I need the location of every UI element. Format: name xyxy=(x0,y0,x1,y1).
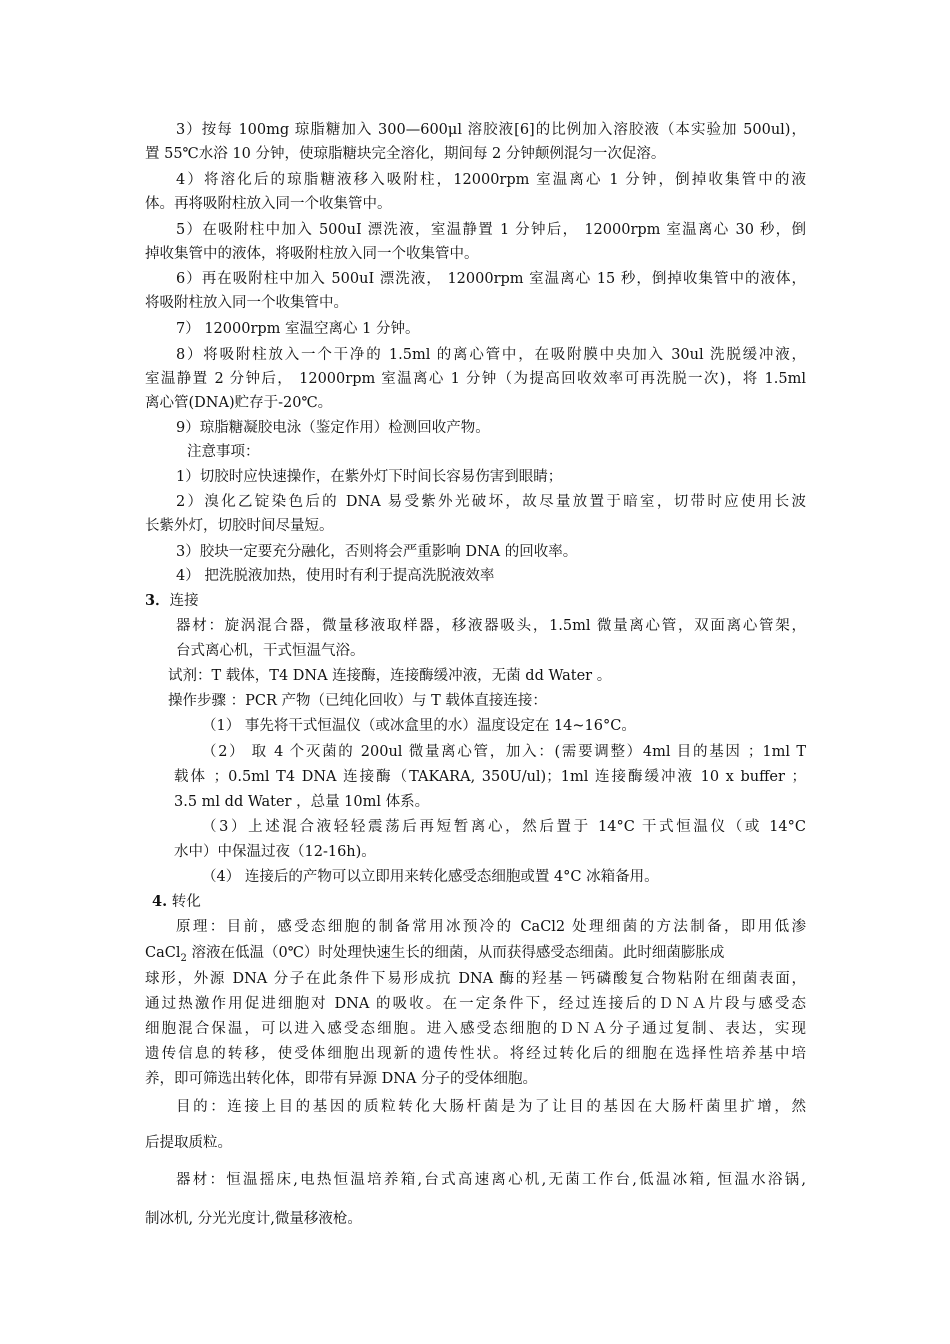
step6-line1: 6）再在吸附柱中加入 500uI 漂洗液， 12000rpm 室温离心 15 秒，倒掉收集管中的液体， xyxy=(176,271,806,287)
procedure-step3-line2: 水中）中保温过夜（12-16h)。 xyxy=(174,844,376,860)
cacl-text: CaCl xyxy=(145,945,181,961)
note2-line2: 长紫外灯，切胶时间尽量短。 xyxy=(145,518,334,534)
section4-title: 转化 xyxy=(171,894,201,910)
step8-line2: 室温静置 2 分钟后， 12000rpm 室温离心 1 分钟（为提高回收效率可再洗脱一次)，将 1.5ml xyxy=(145,371,806,387)
principle-line7: 养，即可筛选出转化体，即带有异源 DNA 分子的受体细胞。 xyxy=(145,1071,538,1087)
note3-line: 3）胶块一定要充分融化，否则将会严重影响 DNA 的回收率。 xyxy=(176,544,578,560)
step5-line1: 5）在吸附柱中加入 500uI 漂洗液，室温静置 1 分钟后， 12000rpm 室温离心 30 秒，倒 xyxy=(176,222,806,238)
section3-procedure: 操作步骤 ：PCR 产物（已纯化回收）与 T 载体直接连接： xyxy=(168,693,547,709)
section4-equipment-line1: 器材：恒温摇床,电热恒温培养箱,台式高速离心机,无菌工作台,低温冰箱, 恒温水浴锅, xyxy=(176,1172,806,1188)
principle-line3: 球形，外源 DNA 分子在此条件下易形成抗 DNA 酶的羟基－钙磷酸复合物粘附在细菌表面， xyxy=(145,971,806,987)
section3-title: 连接 xyxy=(169,593,199,609)
principle-line5: 细胞混合保温，可以进入感受态细胞。进入感受态细胞的ＤＮＡ分子通过复制、表达，实现 xyxy=(145,1021,806,1037)
step4-line1: 4）将溶化后的琼脂糖液移入吸附柱，12000rpm 室温离心 1 分钟，倒掉收集管中的液 xyxy=(176,172,806,188)
principle-line4: 通过热激作用促进细胞对 DNA 的吸收。在一定条件下，经过连接后的ＤＮＡ片段与感受态 xyxy=(145,996,806,1012)
section3-heading xyxy=(145,589,199,613)
cacl-subscript: 2 xyxy=(180,952,187,964)
section4-number: 4. xyxy=(152,893,168,910)
purpose-line1: 目的：连接上目的基因的质粒转化大肠杆菌是为了让目的基因在大肠杆菌里扩增，然 xyxy=(176,1099,806,1115)
section4-equipment-line2: 制冰机, 分光光度计,微量移液枪。 xyxy=(145,1211,362,1227)
procedure-step3-line1: （3）上述混合液轻轻震荡后再短暂离心，然后置于 14°C 干式恒温仪（或 14°C xyxy=(202,819,806,835)
step6-line2: 将吸附柱放入同一个收集管中。 xyxy=(145,295,348,311)
step3-line2: 置 55℃水浴 10 分钟，使琼脂糖块完全溶化，期间每 2 分钟颠例混匀一次促溶。 xyxy=(145,146,666,162)
step3-line1: 3）按每 100mg 琼脂糖加入 300—600μl 溶胶液[6]的比例加入溶胶液（本实验加 500ul)， xyxy=(176,122,806,138)
note2-line1: 2）溴化乙锭染色后的 DNA 易受紫外光破坏，故尽量放置于暗室，切带时应使用长波 xyxy=(176,494,806,510)
purpose-line2: 后提取质粒。 xyxy=(145,1135,232,1151)
step8-line1: 8）将吸附柱放入一个干净的 1.5ml 的离心管中，在吸附膜中央加入 30ul 洗脱缓冲液， xyxy=(176,347,806,363)
section3-reagents: 试剂：T 载体，T4 DNA 连接酶，连接酶缓冲液，无菌 dd Water 。 xyxy=(168,668,612,684)
principle-line2-rest: 溶液在低温（0℃）时处理快速生长的细菌，从而获得感受态细菌。此时细菌膨胀成 xyxy=(186,945,725,961)
section3-equipment-line1: 器材：旋涡混合器，微量移液取样器，移液器吸头，1.5ml 微量离心管，双面离心管架， xyxy=(176,618,806,634)
section3-number: 3． xyxy=(145,592,170,609)
procedure-step4: （4） 连接后的产物可以立即用来转化感受态细胞或置 4°C 冰箱备用。 xyxy=(202,869,659,885)
step4-line2: 体。再将吸附柱放入同一个收集管中。 xyxy=(145,196,392,212)
step5-line2: 掉收集管中的液体，将吸附柱放入同一个收集管中。 xyxy=(145,246,479,262)
procedure-step2-line3: 3.5 ml dd Water ，总量 10ml 体系。 xyxy=(174,794,430,810)
principle-line6: 遗传信息的转移，使受体细胞出现新的遗传性状。将经过转化后的细胞在选择性培养基中培 xyxy=(145,1046,806,1062)
procedure-step1: （1） 事先将干式恒温仪（或冰盒里的水）温度设定在 14~16°C。 xyxy=(202,718,636,734)
procedure-step2-line2: 载体 ；0.5ml T4 DNA 连接酶（TAKARA, 350U/ul)；1ml 连接酶缓冲液 10 x buffer ； xyxy=(174,769,806,785)
note4-line: 4） 把洗脱液加热，使用时有利于提高洗脱液效率 xyxy=(176,568,495,584)
note1-line: 1）切胶时应快速操作，在紫外灯下时间长容易伤害到眼睛； xyxy=(176,469,563,485)
notes-heading: 注意事项： xyxy=(187,444,260,460)
procedure-step2-line1: （2） 取 4 个灭菌的 200ul 微量离心管，加入：(需要调整）4ml 目的基因 ；1ml T xyxy=(202,744,806,760)
section4-heading xyxy=(152,890,201,914)
section3-equipment-line2: 台式离心机，干式恒温气浴。 xyxy=(176,643,365,659)
principle-line1: 原理：目前，感受态细胞的制备常用冰预冷的 CaCl2 处理细菌的方法制备，即用低渗 xyxy=(176,919,806,935)
step7-line: 7） 12000rpm 室温空离心 1 分钟。 xyxy=(176,321,420,337)
step8-line3: 离心管(DNA)贮存于-20℃。 xyxy=(145,395,333,411)
step9-line: 9）琼脂糖凝胶电泳（鉴定作用）检测回收产物。 xyxy=(176,420,490,436)
